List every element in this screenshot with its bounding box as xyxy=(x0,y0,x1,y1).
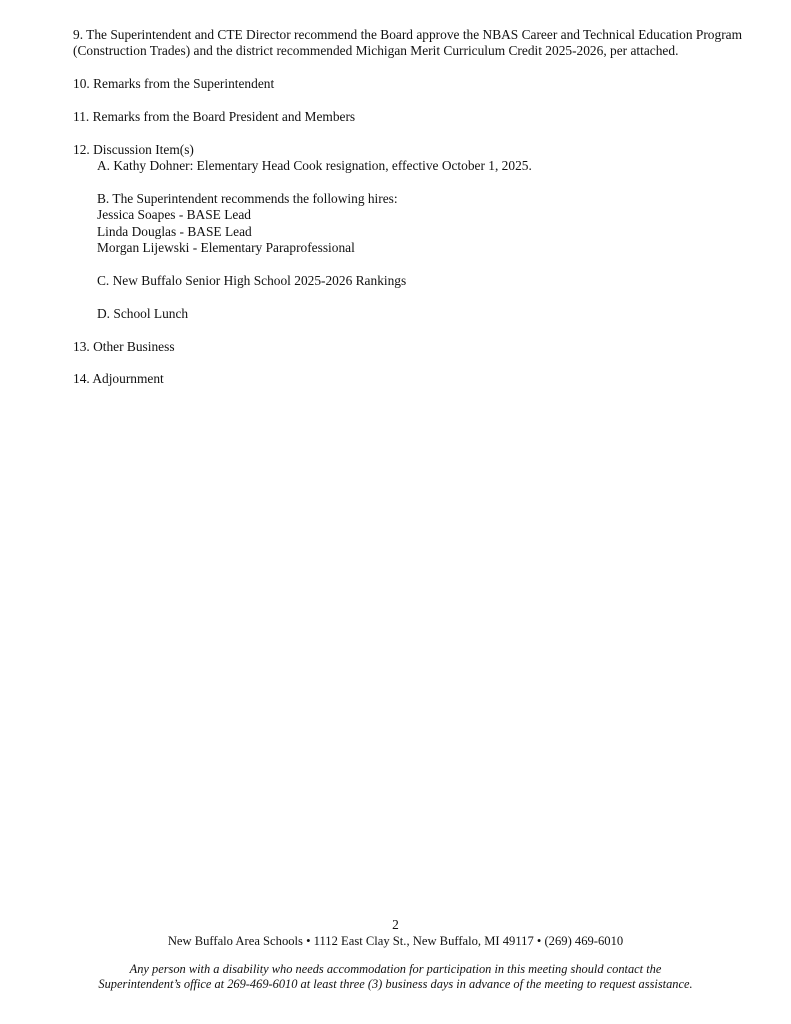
agenda-item-9 xyxy=(73,27,745,60)
agenda-item-14-text: 14. Adjournment xyxy=(73,371,164,387)
accessibility-notice-line-2: Superintendent’s office at 269-469-6010 at least three (3) business days in advance of the meeting to request assistance. xyxy=(98,977,693,992)
hire-entry: Morgan Lijewski - Elementary Paraprofessional xyxy=(97,240,355,256)
agenda-item-11 xyxy=(73,109,745,125)
agenda-content xyxy=(73,27,745,404)
discussion-item-b xyxy=(97,191,745,257)
discussion-item-c xyxy=(97,273,745,289)
page-number: 2 xyxy=(392,917,399,932)
discussion-item-d xyxy=(97,306,745,322)
discussion-item-a-text: A. Kathy Dohner: Elementary Head Cook resignation, effective October 1, 2025. xyxy=(97,158,532,174)
footer-address: New Buffalo Area Schools • 1112 East Clay St., New Buffalo, MI 49117 • (269) 469-6010 xyxy=(167,934,624,948)
agenda-item-13 xyxy=(73,339,745,355)
discussion-item-c-text: C. New Buffalo Senior High School 2025-2026 Rankings xyxy=(97,273,407,289)
discussion-item-d-text: D. School Lunch xyxy=(97,305,189,321)
agenda-item-12-heading: 12. Discussion Item(s) xyxy=(73,141,194,157)
agenda-item-13-text: 13. Other Business xyxy=(73,338,175,354)
discussion-items xyxy=(73,158,745,322)
agenda-item-10-text: 10. Remarks from the Superintendent xyxy=(73,76,275,92)
accessibility-notice-line-1: Any person with a disability who needs accommodation for participation in this meeting should contact the xyxy=(129,962,662,976)
hire-entry: Jessica Soapes - BASE Lead xyxy=(97,207,251,223)
agenda-item-10 xyxy=(73,76,745,92)
agenda-item-9-text: 9. The Superintendent and CTE Director recommend the Board approve the NBAS Career and Technical Education Program (Construction Trades) and the district recommended Michigan Merit Curriculum Credit 2025-2026, per attached. xyxy=(73,27,743,59)
discussion-item-a xyxy=(97,158,745,174)
accessibility-notice xyxy=(0,962,791,992)
discussion-item-b-heading: B. The Superintendent recommends the following hires: xyxy=(97,191,398,206)
agenda-item-12 xyxy=(73,142,745,322)
agenda-item-11-text: 11. Remarks from the Board President and Members xyxy=(73,109,356,124)
hire-entry: Linda Douglas - BASE Lead xyxy=(97,223,252,239)
agenda-item-14 xyxy=(73,371,745,387)
